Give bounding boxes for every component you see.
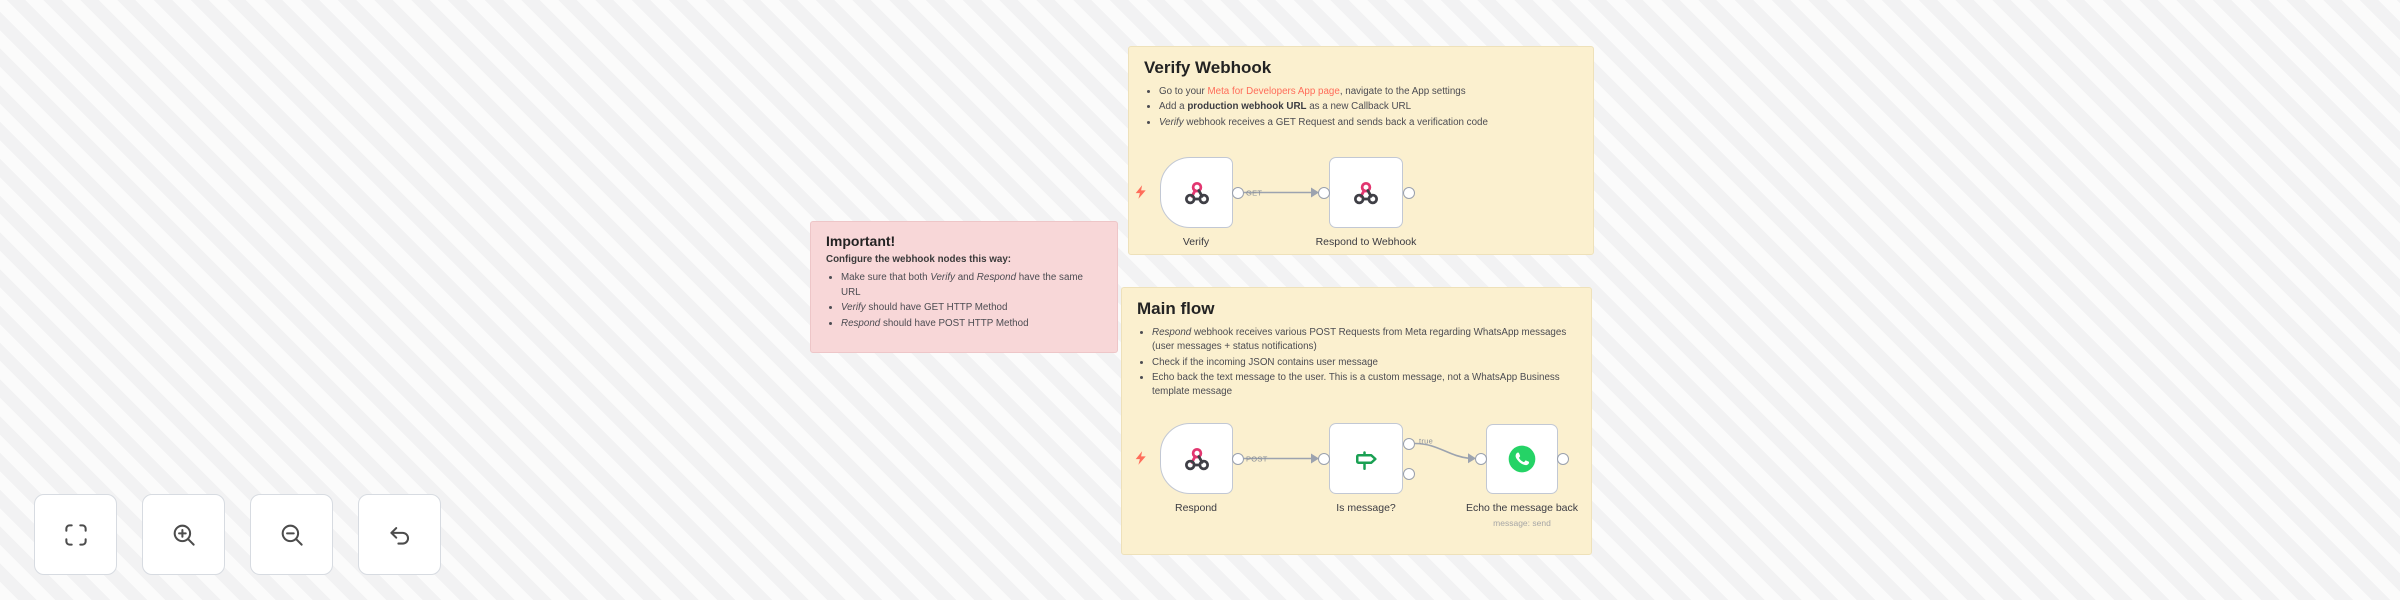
node-respond[interactable] <box>1160 423 1233 494</box>
zoom-in-icon <box>169 520 199 550</box>
input-port-respond-to-webhook[interactable] <box>1318 187 1330 199</box>
note-text: Check if the incoming JSON contains user message <box>1152 356 1378 368</box>
output-port-verify[interactable] <box>1232 187 1244 199</box>
note-title: Verify Webhook <box>1144 58 1272 77</box>
note-text: should have POST HTTP Method <box>880 317 1029 329</box>
note-text: Make sure that both <box>841 272 931 284</box>
connection-label-post: POST <box>1246 454 1268 463</box>
note-text: Respond <box>841 317 881 329</box>
note-bullet <box>1159 116 1578 130</box>
note-text: Go to your <box>1159 85 1208 97</box>
sticky-note-main-flow[interactable] <box>1121 287 1592 555</box>
sticky-note-important[interactable] <box>810 221 1118 353</box>
note-text: Verify <box>930 272 955 284</box>
note-bullet-list <box>826 271 1102 331</box>
connection-label-get: GET <box>1246 188 1263 197</box>
undo-button[interactable] <box>358 494 441 575</box>
node-label-echo: Echo the message back <box>1465 502 1579 514</box>
note-text: webhook receives various POST Requests from Meta regarding WhatsApp messages (user messages + status notifications) <box>1152 326 1567 353</box>
note-text: Verify <box>1159 116 1184 128</box>
output-port-respond-to-webhook[interactable] <box>1403 187 1415 199</box>
node-is-message[interactable] <box>1329 423 1403 494</box>
note-text: Add a <box>1159 101 1188 113</box>
note-bullet-list <box>1144 85 1578 130</box>
note-text: as a new Callback URL <box>1306 101 1412 113</box>
note-bullet <box>841 301 1102 315</box>
note-text: Respond <box>976 272 1017 284</box>
zoom-out-icon <box>277 520 307 550</box>
webhook-icon <box>1182 178 1212 208</box>
zoom-to-fit-icon <box>61 520 91 550</box>
undo-icon <box>385 520 415 550</box>
output-port-respond[interactable] <box>1232 453 1244 465</box>
node-echo-message[interactable] <box>1486 424 1558 494</box>
node-respond-to-webhook[interactable] <box>1329 157 1403 228</box>
node-verify[interactable] <box>1160 157 1233 228</box>
node-label-respond-to-webhook: Respond to Webhook <box>1315 236 1417 248</box>
node-label-is-message: Is message? <box>1336 502 1396 514</box>
note-text: Respond <box>1152 326 1192 338</box>
note-text: have the same URL <box>841 272 1084 298</box>
node-label-respond: Respond <box>1174 502 1218 514</box>
note-text: should have GET HTTP Method <box>865 302 1008 314</box>
note-text: and <box>955 272 977 284</box>
note-text: production webhook URL <box>1187 101 1307 113</box>
connection-label-true: true <box>1419 436 1434 446</box>
note-bullet <box>841 317 1102 331</box>
note-bullet <box>1152 371 1576 400</box>
note-bullet <box>1159 100 1578 114</box>
trigger-lightning-icon <box>1134 185 1149 200</box>
zoom-to-fit-button[interactable] <box>34 494 117 575</box>
input-port-echo[interactable] <box>1475 453 1487 465</box>
output-port-is-message-true[interactable] <box>1403 438 1415 450</box>
note-link[interactable]: Meta for Developers App page <box>1207 85 1340 97</box>
note-title: Main flow <box>1137 299 1215 318</box>
note-bullet <box>1159 85 1578 99</box>
note-bullet <box>1152 356 1576 370</box>
zoom-in-button[interactable] <box>142 494 225 575</box>
note-text: webhook receives a GET Request and sends back a verification code <box>1183 116 1488 128</box>
note-subtitle: Configure the webhook nodes this way: <box>826 254 1012 266</box>
zoom-out-button[interactable] <box>250 494 333 575</box>
webhook-icon <box>1182 444 1212 474</box>
output-port-echo[interactable] <box>1557 453 1569 465</box>
signpost-icon <box>1351 444 1381 474</box>
output-port-is-message-false[interactable] <box>1403 468 1415 480</box>
note-title: Important! <box>826 233 896 249</box>
note-text: Echo back the text message to the user. This is a custom message, not a WhatsApp Business template message <box>1152 372 1560 398</box>
trigger-lightning-icon <box>1134 451 1149 466</box>
note-bullet <box>841 271 1102 300</box>
whatsapp-icon <box>1506 443 1538 475</box>
node-label-verify: Verify <box>1182 236 1210 248</box>
note-bullet-list <box>1137 326 1576 400</box>
note-text: , navigate to the App settings <box>1339 85 1466 97</box>
webhook-icon <box>1351 178 1381 208</box>
note-bullet <box>1152 326 1576 355</box>
node-sublabel-echo: message: send <box>1493 518 1551 528</box>
input-port-is-message[interactable] <box>1318 453 1330 465</box>
note-text: Verify <box>841 302 866 314</box>
